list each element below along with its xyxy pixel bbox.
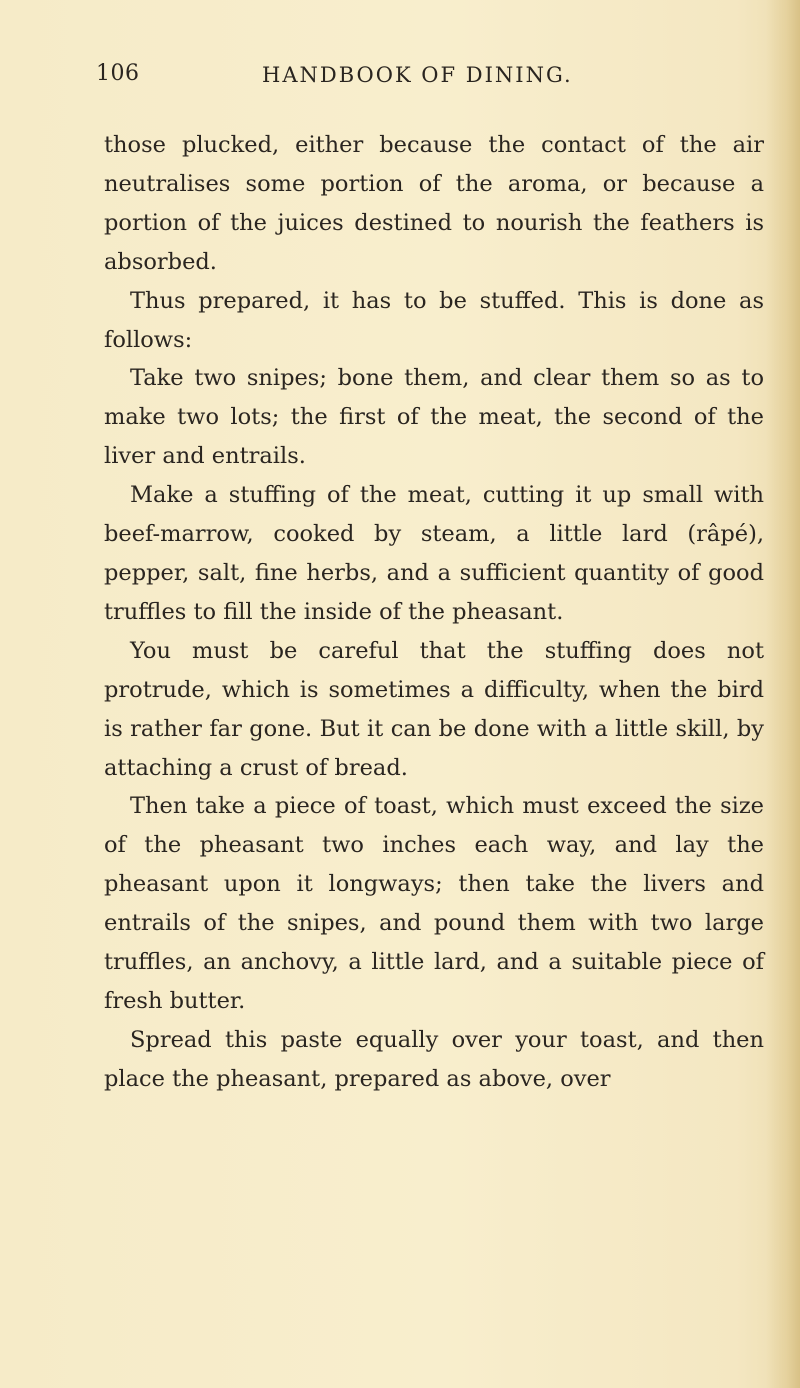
page-header — [0, 56, 800, 96]
page-edge-shadow — [766, 0, 800, 1388]
paragraph: You must be careful that the stuffing does not protrude, which is sometimes a difficulty, when the bird is rather far gone. But it can be done with a little skill, by attaching a crust of bread. — [104, 637, 764, 781]
body-text — [104, 126, 764, 1099]
paragraph: Thus prepared, it has to be stuffed. This is done as follows: — [104, 287, 764, 353]
paragraph: Make a stuffing of the meat, cutting it up small with beef-marrow, cooked by steam, a little lard (râpé), pepper, salt, fine herbs, and a sufficient quantity of good truffles to fill the inside of the pheasant. — [104, 482, 764, 625]
page-number: 106 — [96, 61, 140, 86]
paragraph: those plucked, either because the contact of the air neutralises some portion of the aroma, or because a portion of the juices destined to nourish the feathers is absorbed. — [104, 132, 764, 275]
running-head: HANDBOOK OF DINING. — [262, 63, 573, 87]
paragraph: Take two snipes; bone them, and clear them so as to make two lots; the first of the meat, the second of the liver and entrails. — [104, 365, 764, 470]
paragraph: Spread this paste equally over your toast, and then place the pheasant, prepared as above, over — [104, 1026, 764, 1092]
paragraph: Then take a piece of toast, which must exceed the size of the pheasant two inches each way, and lay the pheasant upon it longways; then take the livers and entrails of the snipes, and pound them with two large truffles, an anchovy, a little lard, and a suitable piece of fresh butter. — [104, 793, 764, 1014]
